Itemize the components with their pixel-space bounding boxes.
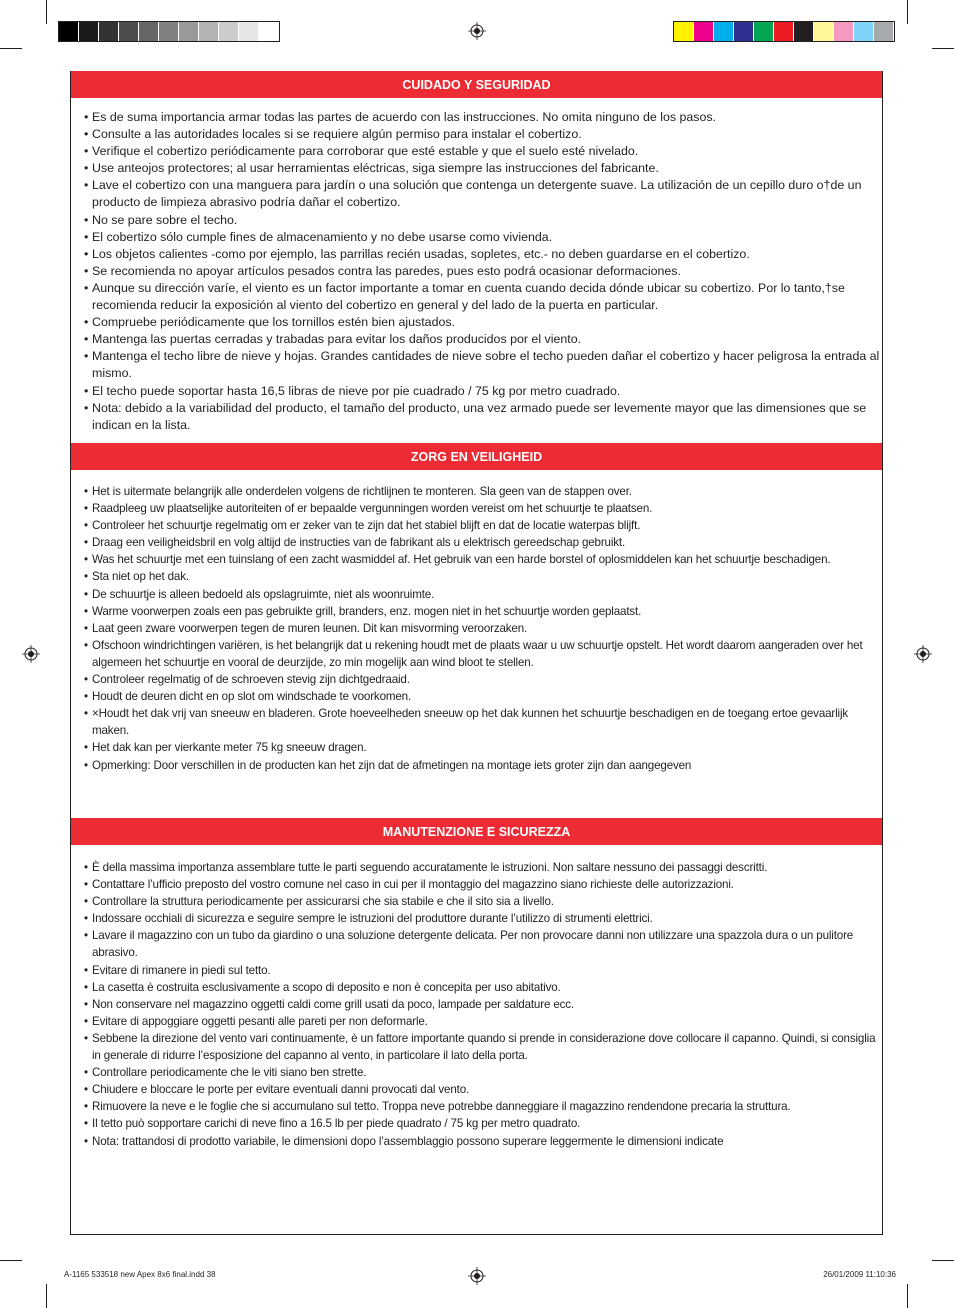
list-item: • Mantenga el techo libre de nieve y hojas. Grandes cantidades de nieve sobre el techo pueden dañar el cobertizo y hacer peligrosa la entrada al mismo. — [84, 348, 880, 382]
list-item: • ×Houdt het dak vrij van sneeuw en bladeren. Grote hoeveelheden sneeuw op het dak kunnen het schuurtje beschadigen en de toegang ertoe gevaarlijk maken. — [84, 705, 880, 739]
color-swatch — [874, 22, 894, 41]
list-item: • El cobertizo sólo cumple fines de almacenamiento y no debe usarse como vivienda. — [84, 229, 880, 246]
color-swatch — [834, 22, 854, 41]
list-item: • Use anteojos protectores; al usar herramientas eléctricas, siga siempre las instrucciones del fabricante. — [84, 160, 880, 177]
crop-mark — [932, 48, 954, 49]
list-item: • Mantenga las puertas cerradas y trabadas para evitar los daños producidos por el viento. — [84, 331, 880, 348]
section-heading-nl: ZORG EN VEILIGHEID — [71, 443, 882, 470]
list-item: • Warme voorwerpen zoals een pas gebruikte grill, branders, enz. mogen niet in het schuurtje worden geplaatst. — [84, 603, 880, 620]
care-list-nl — [84, 483, 880, 774]
list-item: • No se pare sobre el techo. — [84, 212, 880, 229]
list-item: • Sta niet op het dak. — [84, 568, 880, 585]
list-item: • Laat geen zware voorwerpen tegen de muren leunen. Dit kan misvorming veroorzaken. — [84, 620, 880, 637]
crop-mark — [46, 0, 47, 24]
list-item: • Het dak kan per vierkante meter 75 kg sneeuw dragen. — [84, 739, 880, 756]
list-item: • Raadpleeg uw plaatselijke autoriteiten of er bepaalde vergunningen worden vereist om het schuurtje te plaatsen. — [84, 500, 880, 517]
list-item: • Lave el cobertizo con una manguera para jardín o una solución que contenga un detergente suave. La utilización de un cepillo duro o†de un producto de limpieza abrasivo podría dañar el cobertizo. — [84, 177, 880, 211]
list-item: • Indossare occhiali di sicurezza e seguire sempre le istruzioni del produttore durante l’utilizzo di strumenti elettrici. — [84, 910, 880, 927]
crop-mark — [932, 1260, 954, 1261]
list-item: • Se recomienda no apoyar artículos pesados contra las paredes, pues esto podrá ocasionar deformaciones. — [84, 263, 880, 280]
list-item: • Es de suma importancia armar todas las partes de acuerdo con las instrucciones. No omita ninguno de los pasos. — [84, 109, 880, 126]
list-item: • Consulte a las autoridades locales si se requiere algún permiso para instalar el cobertizo. — [84, 126, 880, 143]
file-info: A-1165 533518 new Apex 8x6 final.indd 38 — [64, 1270, 216, 1279]
color-swatch — [59, 22, 79, 41]
list-item: • Ofschoon windrichtingen variëren, is het belangrijk dat u rekening houdt met de plaats waar u uw schuurtje opstelt. Het wordt daarom aangeraden over het algemeen het schuurtje en vooral de deurzijde, zo min mogelijk aan wind bloot te stellen. — [84, 637, 880, 671]
list-item: • De schuurtje is alleen bedoeld als opslagruimte, niet als woonruimte. — [84, 586, 880, 603]
color-swatch — [159, 22, 179, 41]
color-swatch — [794, 22, 814, 41]
crop-mark — [0, 1260, 22, 1261]
color-swatch — [694, 22, 714, 41]
crop-mark — [46, 1284, 47, 1308]
section-heading-it: MANUTENZIONE E SICUREZZA — [71, 818, 882, 845]
color-swatch — [99, 22, 119, 41]
registration-mark-icon — [914, 645, 932, 663]
list-item: • Sebbene la direzione del vento vari continuamente, è un fattore importante quando si prende in considerazione dove collocare il capanno. Quindi, si consiglia in generale di ridurre l’esposizione del capanno al vento, in particolare il lato della porta. — [84, 1030, 880, 1064]
grayscale-color-bar — [58, 21, 280, 42]
print-timestamp: 26/01/2009 11:10:36 — [823, 1270, 896, 1279]
list-item: • Houdt de deuren dicht en op slot om windschade te voorkomen. — [84, 688, 880, 705]
list-item: • Contattare l’ufficio preposto del vostro comune nel caso in cui per il montaggio del magazzino siano richieste delle autorizzazioni. — [84, 876, 880, 893]
list-item: • È della massima importanza assemblare tutte le parti seguendo accuratamente le istruzioni. Non saltare nessuno dei passaggi descritti. — [84, 859, 880, 876]
list-item: • La casetta è costruita esclusivamente a scopo di deposito e non è concepita per uso abitativo. — [84, 979, 880, 996]
color-swatch — [674, 22, 694, 41]
color-swatch — [734, 22, 754, 41]
care-list-it — [84, 859, 880, 1150]
care-list-es — [84, 109, 880, 434]
registration-mark-icon — [468, 1267, 486, 1285]
list-item: • Nota: debido a la variabilidad del producto, el tamaño del producto, una vez armado puede ser levemente mayor que las dimensiones que se indican en la lista. — [84, 400, 880, 434]
list-item: • El techo puede soportar hasta 16,5 libras de nieve por pie cuadrado / 75 kg por metro cuadrado. — [84, 383, 880, 400]
list-item: • Evitare di appoggiare oggetti pesanti alle pareti per non deformarle. — [84, 1013, 880, 1030]
color-swatch — [259, 22, 279, 41]
color-swatch — [814, 22, 834, 41]
list-item: • Was het schuurtje met een tuinslang of een zacht wasmiddel af. Het gebruik van een harde borstel of oplosmiddelen kan het schuurtje beschadigen. — [84, 551, 880, 568]
list-item: • Opmerking: Door verschillen in de producten kan het zijn dat de afmetingen na montage iets groter zijn dan aangegeven — [84, 757, 880, 774]
list-item: • Los objetos calientes -como por ejemplo, las parrillas recién usadas, sopletes, etc.- no deben guardarse en el cobertizo. — [84, 246, 880, 263]
color-swatch — [219, 22, 239, 41]
list-item: • Compruebe periódicamente que los tornillos estén bien ajustados. — [84, 314, 880, 331]
color-swatch — [774, 22, 794, 41]
list-item: • Controllare periodicamente che le viti siano ben strette. — [84, 1064, 880, 1081]
registration-mark-icon — [468, 22, 486, 40]
list-item: • Controleer het schuurtje regelmatig om er zeker van te zijn dat het stabiel blijft en dat de locatie waterpas blijft. — [84, 517, 880, 534]
list-item: • Non conservare nel magazzino oggetti caldi come grill usati da poco, lampade per saldature ecc. — [84, 996, 880, 1013]
section-heading-es: CUIDADO Y SEGURIDAD — [71, 71, 882, 98]
process-color-bar — [673, 21, 895, 42]
color-swatch — [754, 22, 774, 41]
list-item: • Controllare la struttura periodicamente per assicurarsi che sia stabile e che il sito sia a livello. — [84, 893, 880, 910]
color-swatch — [199, 22, 219, 41]
list-item: • Het is uitermate belangrijk alle onderdelen volgens de richtlijnen te monteren. Sla geen van de stappen over. — [84, 483, 880, 500]
color-swatch — [119, 22, 139, 41]
list-item: • Il tetto può sopportare carichi di neve fino a 16.5 lb per piede quadrato / 75 kg per metro quadrato. — [84, 1115, 880, 1132]
color-swatch — [239, 22, 259, 41]
crop-mark — [0, 48, 22, 49]
list-item: • Verifique el cobertizo periódicamente para corroborar que esté estable y que el suelo esté nivelado. — [84, 143, 880, 160]
list-item: • Draag een veiligheidsbril en volg altijd de instructies van de fabrikant als u elektrisch gereedschap gebruikt. — [84, 534, 880, 551]
list-item: • Rimuovere la neve e le foglie che si accumulano sul tetto. Troppa neve potrebbe danneggiare il magazzino rendendone precaria la struttura. — [84, 1098, 880, 1115]
list-item: • Lavare il magazzino con un tubo da giardino o una soluzione detergente delicata. Per non provocare danni non utilizzare una spazzola dura o un pulitore abrasivo. — [84, 927, 880, 961]
list-item: • Aunque su dirección varíe, el viento es un factor importante a tomar en cuenta cuando decida dónde ubicar su cobertizo. Por lo tanto,†se recomienda reducir la exposición al viento del cobertizo en general y del lado de la puerta en particular. — [84, 280, 880, 314]
registration-mark-icon — [22, 645, 40, 663]
list-item: • Nota: trattandosi di prodotto variabile, le dimensioni dopo l’assemblaggio possono superare leggermente le dimensioni indicate — [84, 1133, 880, 1150]
color-swatch — [854, 22, 874, 41]
color-swatch — [714, 22, 734, 41]
color-swatch — [139, 22, 159, 41]
crop-mark — [907, 0, 908, 24]
list-item: • Chiudere e bloccare le porte per evitare eventuali danni provocati dal vento. — [84, 1081, 880, 1098]
color-swatch — [79, 22, 99, 41]
list-item: • Controleer regelmatig of de schroeven stevig zijn dichtgedraaid. — [84, 671, 880, 688]
list-item: • Evitare di rimanere in piedi sul tetto. — [84, 962, 880, 979]
crop-mark — [907, 1284, 908, 1308]
color-swatch — [179, 22, 199, 41]
